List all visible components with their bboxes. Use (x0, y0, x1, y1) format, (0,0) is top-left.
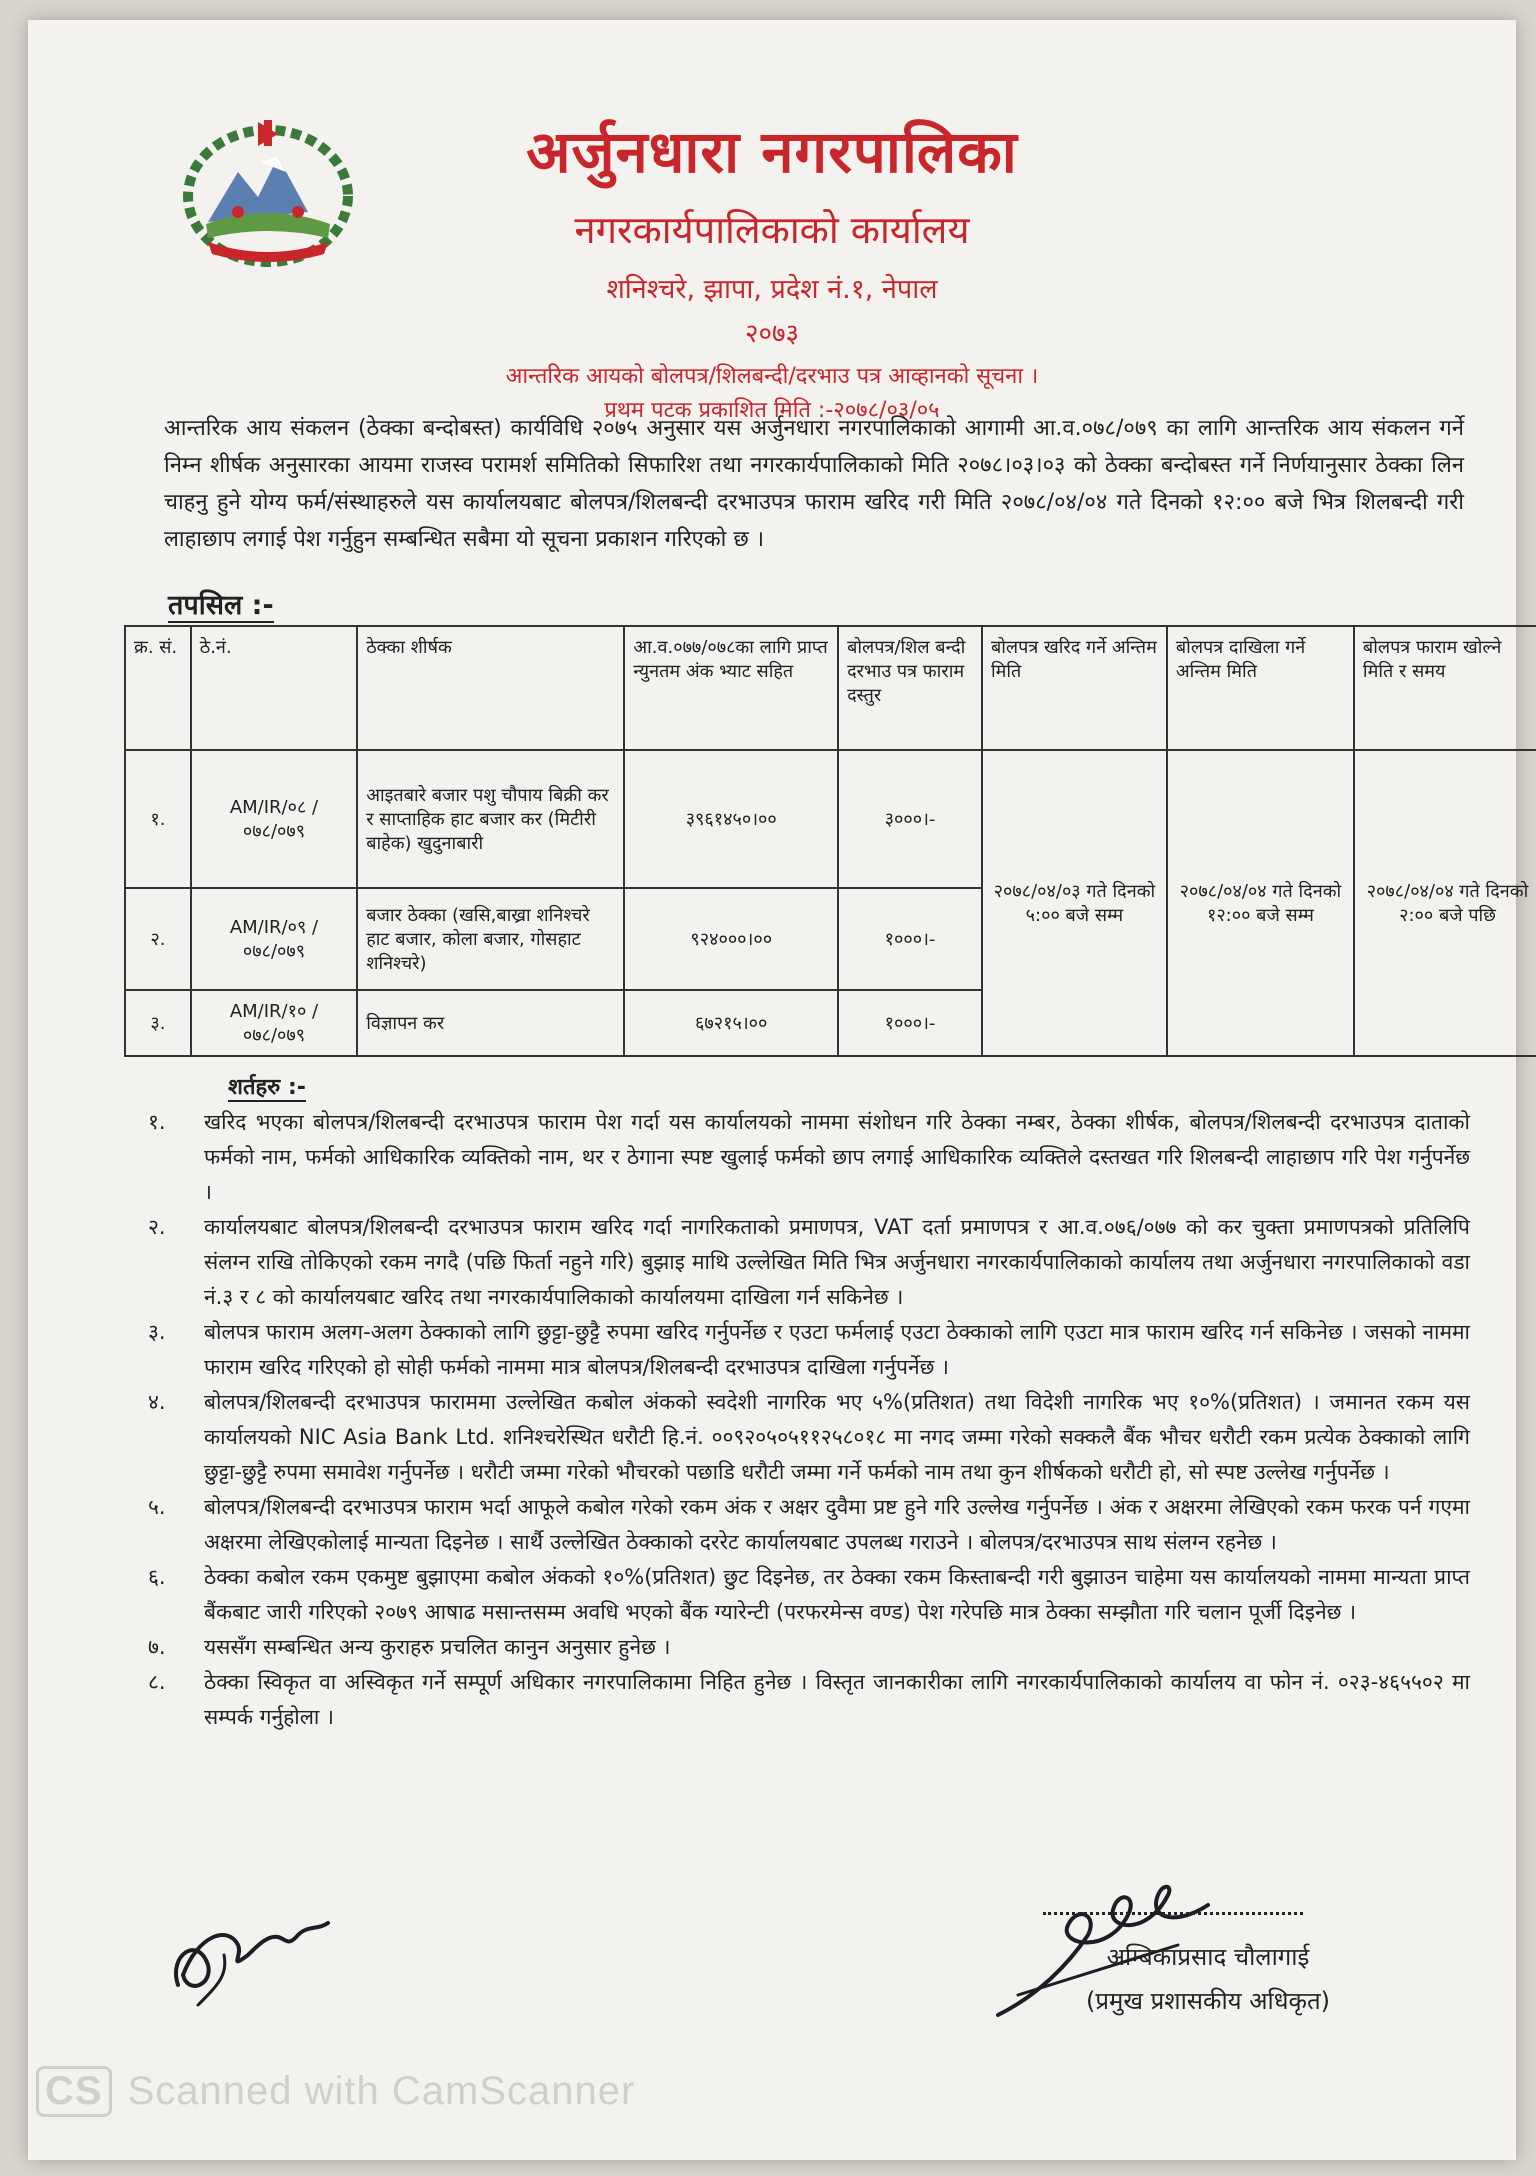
office-name: अर्जुनधारा नगरपालिका (526, 118, 1018, 186)
terms-section (148, 1070, 1470, 1735)
office-code: २०७३ (744, 319, 800, 349)
term-number: ४. (148, 1390, 166, 1414)
cell-min-amount: ९२४०००।०० (624, 888, 838, 990)
notice-title: आन्तरिक आयको बोलपत्र/शिलबन्दी/दरभाउ पत्र आव्हानको सूचना । (505, 364, 1039, 389)
term-number: ८. (148, 1670, 166, 1694)
cell-contract-no: AM/IR/०८ /०७८/०७९ (191, 750, 357, 888)
cell-submission-deadline: २०७८/०४/०४ गते दिनको १२:०० बजे सम्म (1167, 750, 1354, 1056)
term-number: ३. (148, 1320, 166, 1344)
cell-contract-no: AM/IR/०९ /०७८/०७९ (191, 888, 357, 990)
intro-paragraph: आन्तरिक आय संकलन (ठेक्का बन्दोबस्त) कार्यविधि २०७५ अनुसार यस अर्जुनधारा नगरपालिकाको आगामी आ.व.०७८/०७९ का लागि आन्तरिक आय संकलन गर्ने निम्न शीर्षक अनुसारका आयमा राजस्व परामर्श समितिको सिफारिश तथा नगरकार्यपालिकाको मिति २०७८।०३।०३ को ठेक्का बन्दोबस्त गर्ने निर्णयानुसार ठेक्का लिन चाहनु हुने योग्य फर्म/संस्थाहरुले यस कार्यालयबाट बोलपत्र/शिलबन्दी दरभाउपत्र फाराम खरिद गरी मिति २०७८/०४/०४ गते दिनको १२:०० बजे भित्र शिलबन्दी गरी लाहाछाप लगाई पेश गर्नुहुन सम्बन्धित सबैमा यो सूचना प्रकाशन गरिएको छ । (164, 416, 1464, 552)
cell-opening-time: २०७८/०४/०४ गते दिनको २:०० बजे पछि (1354, 750, 1536, 1056)
document-page (28, 20, 1529, 2160)
letterhead (28, 110, 1516, 424)
term-text: कार्यालयबाट बोलपत्र/शिलबन्दी दरभाउपत्र फाराम खरिद गर्दा नागरिकताको प्रमाणपत्र, VAT दर्ता प्रमाणपत्र र आ.व.०७६/०७७ को कर चुक्ता प्रमाणपत्रको प्रतिलिपि संलग्न राखि तोकिएको रकम नगदै (पछि फिर्ता नहुने गरि) बुझाइ माथि उल्लेखित मिति भित्र अर्जुनधारा नगरकार्यपालिकाको कार्यालय तथा अर्जुनधारा नगरपालिकाको वडा नं.३ र ८ को कार्यालयबाट खरिद तथा नगरकार्यपालिकाको कार्यालयमा दाखिला गर्न सकिनेछ । (204, 1215, 1470, 1309)
cell-purchase-deadline: २०७८/०४/०३ गते दिनको ५:०० बजे सम्म (982, 750, 1167, 1056)
signatory-name: अम्बिकाप्रसाद चौलागाई (1106, 1943, 1310, 1971)
scanner-watermark (36, 2066, 635, 2117)
cell-form-fee: ३०००।- (838, 750, 982, 888)
cell-title: विज्ञापन कर (357, 990, 624, 1056)
col-header-purchase-deadline: बोलपत्र खरिद गर्ने अन्तिम मिति (982, 626, 1167, 750)
term-item (148, 1490, 1470, 1560)
watermark-text: Scanned with CamScanner (127, 2069, 636, 2113)
office-address: शनिश्चरे, झापा, प्रदेश नं.१, नेपाल (606, 274, 938, 305)
col-header-opening-time: बोलपत्र फाराम खोल्ने मिति र समय (1354, 626, 1536, 750)
signatory-designation: (प्रमुख प्रशासकीय अधिकृत) (1085, 1987, 1331, 2015)
col-header-sn: क्र. सं. (125, 626, 191, 750)
cell-title: आइतबारे बजार पशु चौपाय बिक्री कर र साप्ताहिक हाट बजार कर (मिटीरी बाहेक) खुदुनाबारी (357, 750, 624, 888)
term-number: २. (148, 1215, 166, 1239)
col-header-min-amount: आ.व.०७७/०७८का लागि प्राप्त न्युनतम अंक भ्याट सहित (624, 626, 838, 750)
term-text: बोलपत्र/शिलबन्दी दरभाउपत्र फाराम भर्दा आफूले कबोल गरेको रकम अंक र अक्षर दुवैमा प्रष्ट हुने गरि उल्लेख गर्नुपर्नेछ । अंक र अक्षरमा लेखिएको रकम फरक पर्न गएमा अक्षरमा लेखिएकोलाई मान्यता दिइनेछ । सार्थै उल्लेखित ठेक्काको दररेट कार्यालयबाट उपलब्ध गराउने । बोलपत्र/दरभाउपत्र साथ संलग्न रहनेछ । (204, 1495, 1470, 1554)
cell-min-amount: ३९६१४५०।०० (624, 750, 838, 888)
term-item (148, 1210, 1470, 1315)
schedule-heading: तपसिल :- (168, 590, 274, 621)
col-header-title: ठेक्का शीर्षक (357, 626, 624, 750)
cell-sn: १. (125, 750, 191, 888)
tender-table (124, 625, 1536, 1057)
cell-sn: ३. (125, 990, 191, 1056)
cell-form-fee: १०००।- (838, 888, 982, 990)
term-item (148, 1630, 1470, 1665)
term-item (148, 1665, 1470, 1735)
initial-signature-icon (158, 1875, 338, 2015)
col-header-submission-deadline: बोलपत्र दाखिला गर्ने अन्तिम मिति (1167, 626, 1354, 750)
signatory-block (1018, 1935, 1398, 2023)
signature-line (1043, 1912, 1303, 1915)
term-item (148, 1560, 1470, 1630)
term-text: ठेक्का स्विकृत वा अस्विकृत गर्ने सम्पूर्ण अधिकार नगरपालिकामा निहित हुनेछ । विस्तृत जानकारीका लागि नगरकार्यपालिकाको कार्यालय वा फोन नं. ०२३-४६५५०२ मा सम्पर्क गर्नुहोला । (204, 1670, 1470, 1729)
term-text: ठेक्का कबोल रकम एकमुष्ट बुझाएमा कबोल अंकको १०%(प्रतिशत) छुट दिइनेछ, तर ठेक्का रकम किस्ताबन्दी गरी बुझाउन चाहेमा यस कार्यालयको नाममा मान्यता प्राप्त बैंकबाट जारी गरिएको २०७९ आषाढ मसान्तसम्म अवधि भएको बैंक ग्यारेन्टी (परफरमेन्स वण्ड) पेश गरेपछि मात्र ठेक्का सम्झौता गरि चलान पूर्जी दिइनेछ । (204, 1565, 1470, 1624)
col-header-form-fee: बोलपत्र/शिल बन्दी दरभाउ पत्र फाराम दस्तुर (838, 626, 982, 750)
term-number: ५. (148, 1495, 166, 1519)
term-item (148, 1315, 1470, 1385)
table-row (125, 750, 1536, 888)
term-item (148, 1105, 1470, 1210)
cell-contract-no: AM/IR/१० /०७८/०७९ (191, 990, 357, 1056)
col-header-contract-no: ठे.नं. (191, 626, 357, 750)
notice-publish-date: प्रथम पटक प्रकाशित मिति :-२०७८/०३/०५ (604, 398, 940, 423)
cell-min-amount: ६७२१५।०० (624, 990, 838, 1056)
term-number: ६. (148, 1565, 166, 1589)
camscanner-logo-icon: CS (36, 2066, 112, 2117)
cell-form-fee: १०००।- (838, 990, 982, 1056)
terms-heading: शर्तहरु :- (228, 1075, 306, 1100)
term-text: बोलपत्र/शिलबन्दी दरभाउपत्र फाराममा उल्लेखित कबोल अंकको स्वदेशी नागरिक भए ५%(प्रतिशत) तथा विदेशी नागरिक भए १०%(प्रतिशत) । जमानत रकम यस कार्यालयको NIC Asia Bank Ltd. शनिश्चरेस्थित धरौटी हि.नं. ००९२०५०५११२५८०१८ मा नगद जम्मा गरेको सक्कलै बैंक भौचर धरौटी रकम प्रत्येक ठेक्काको लागि छुट्टा-छुट्टै रुपमा समावेश गर्नुपर्नेछ । धरौटी जम्मा गरेको भौचरको पछाडि धरौटी जम्मा गर्ने फर्मको नाम तथा कुन शीर्षकको धरौटी हो, सो स्पष्ट उल्लेख गर्नुपर्नेछ । (204, 1390, 1470, 1484)
term-text: बोलपत्र फाराम अलग-अलग ठेक्काको लागि छुट्टा-छुट्टै रुपमा खरिद गर्नुपर्नेछ र एउटा फर्मलाई एउटा ठेक्काको लागि एउटा मात्र फाराम खरिद गर्न सकिनेछ । जसको नाममा फाराम खरिद गरिएको हो सोही फर्मको नाममा मात्र बोलपत्र/शिलबन्दी दरभाउपत्र दाखिला गर्नुपर्नेछ । (204, 1320, 1470, 1379)
table-header-row (125, 626, 1536, 750)
cell-title: बजार ठेक्का (खसि,बाख्रा शनिश्चरे हाट बजार, कोला बजार, गोसहाट शनिश्चरे) (357, 888, 624, 990)
cell-sn: २. (125, 888, 191, 990)
term-text: यससँग सम्बन्धित अन्य कुराहरु प्रचलित कानुन अनुसार हुनेछ । (204, 1635, 671, 1659)
office-subtitle: नगरकार्यपालिकाको कार्यालय (574, 208, 970, 252)
term-number: १. (148, 1110, 166, 1134)
term-text: खरिद भएका बोलपत्र/शिलबन्दी दरभाउपत्र फाराम पेश गर्दा यस कार्यालयको नाममा संशोधन गरि ठेक्का नम्बर, ठेक्का शीर्षक, बोलपत्र/शिलबन्दी दरभाउपत्र दाताको फर्मको नाम, फर्मको आधिकारिक व्यक्तिको नाम, थर र ठेगाना स्पष्ट खुलाई फर्मको छाप लगाई आधिकारिक व्यक्तिले दस्तखत गरि शिलबन्दी लाहाछाप गरि पेश गर्नुपर्नेछ । (204, 1110, 1470, 1204)
term-number: ७. (148, 1635, 166, 1659)
term-item (148, 1385, 1470, 1490)
